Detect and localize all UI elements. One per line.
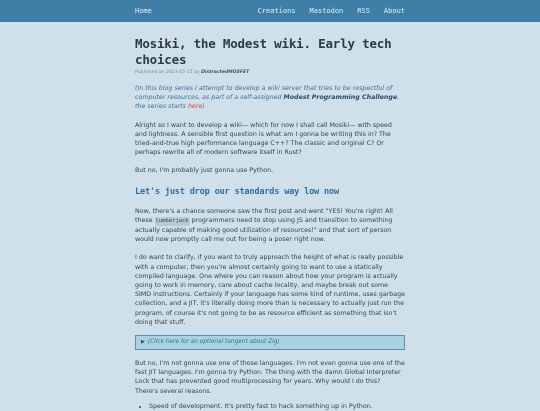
paragraph-5: But no, I'm not gonna use one of those languages. I'm not even gonna use one of the fast JIT languages. I'm gonna try Python. The thing with the damn Global Interpreter Lock that has prevented good multiprocessing for years. Why would I do this? There's several reasons. xyxy=(135,360,405,395)
series-intro xyxy=(135,84,405,112)
zig-tangent-details[interactable] xyxy=(135,335,405,350)
paragraph-1: Alright so I want to develop a wiki— which for now I shall call Mosiki— with speed and lightness. A sensible first question is what am I gonna be writing this in? The tried-and-true high performance language C++? The classic and original C? Or perhaps rewrite all of modern software itself in Rust? xyxy=(135,121,392,157)
intro-text-end: ) xyxy=(202,103,205,111)
top-nav-bar xyxy=(0,0,540,22)
article xyxy=(135,36,405,411)
reasons-list xyxy=(135,402,405,411)
intro-text: (In this blog series I attempt to develop a wiki server that tries to be respectful of computer resources, as part of a self-assigned xyxy=(135,85,393,102)
nav-links xyxy=(258,7,405,15)
series-start-link[interactable]: here xyxy=(187,103,203,111)
nav-link-mastodon[interactable]: Mastodon xyxy=(309,7,344,15)
section-heading: Let's just drop our standards way low now xyxy=(135,186,339,197)
nav-link-creations[interactable]: Creations xyxy=(257,7,296,15)
meta-date: Published on 2023-05-15 by xyxy=(135,70,200,75)
post-meta xyxy=(135,70,405,75)
page-title: Mosiki, the Modest wiki. Early tech choices xyxy=(135,36,392,67)
intro-text-mid: , the series starts xyxy=(135,94,400,111)
nav-link-about[interactable]: About xyxy=(383,7,405,15)
meta-author: DistractedMOSFET xyxy=(201,70,250,75)
nav-home-link[interactable]: Home xyxy=(135,7,152,15)
p3-text-end: programmers need to stop using JS and transition to something actually capable of making good utilization of resources!" and that sort of person would now promptly call me out for being a poser right now. xyxy=(135,216,393,244)
nav-link-rss[interactable]: RSS xyxy=(357,7,370,15)
list-item: • Speed of development. It's pretty fast to hack something up in Python. xyxy=(149,402,405,411)
paragraph-4: I do want to clarify, if you want to truly approach the height of what is really possible with a computer, then you're almost certainly going to want to use a statically compiled language. One where you can reason about how your program is actually going to work in memory, care about cache locality, and maybe break out some SIMD instructions. Certainly if your language has some kind of runtime, uses garbage collection, and a JIT, it's literally doing more than is necessary to actually just run the program, of course it's not going to be as resource efficient as something that isn't doing that stuff. xyxy=(135,254,405,326)
inline-code-tag: lumberjack xyxy=(155,217,190,226)
paragraph-3 xyxy=(135,207,405,245)
p3-text: Now, there's a chance someone saw the first post and went "YES! You're right! All these xyxy=(135,207,393,224)
challenge-name: Modest Programming Challenge xyxy=(283,94,398,102)
paragraph-2: But no, I'm probably just gonna use Python. xyxy=(135,167,274,175)
details-summary[interactable]: (Click here for an optional tangent about Zig) xyxy=(147,339,280,346)
disclosure-triangle-icon[interactable]: ▶ xyxy=(141,339,145,346)
